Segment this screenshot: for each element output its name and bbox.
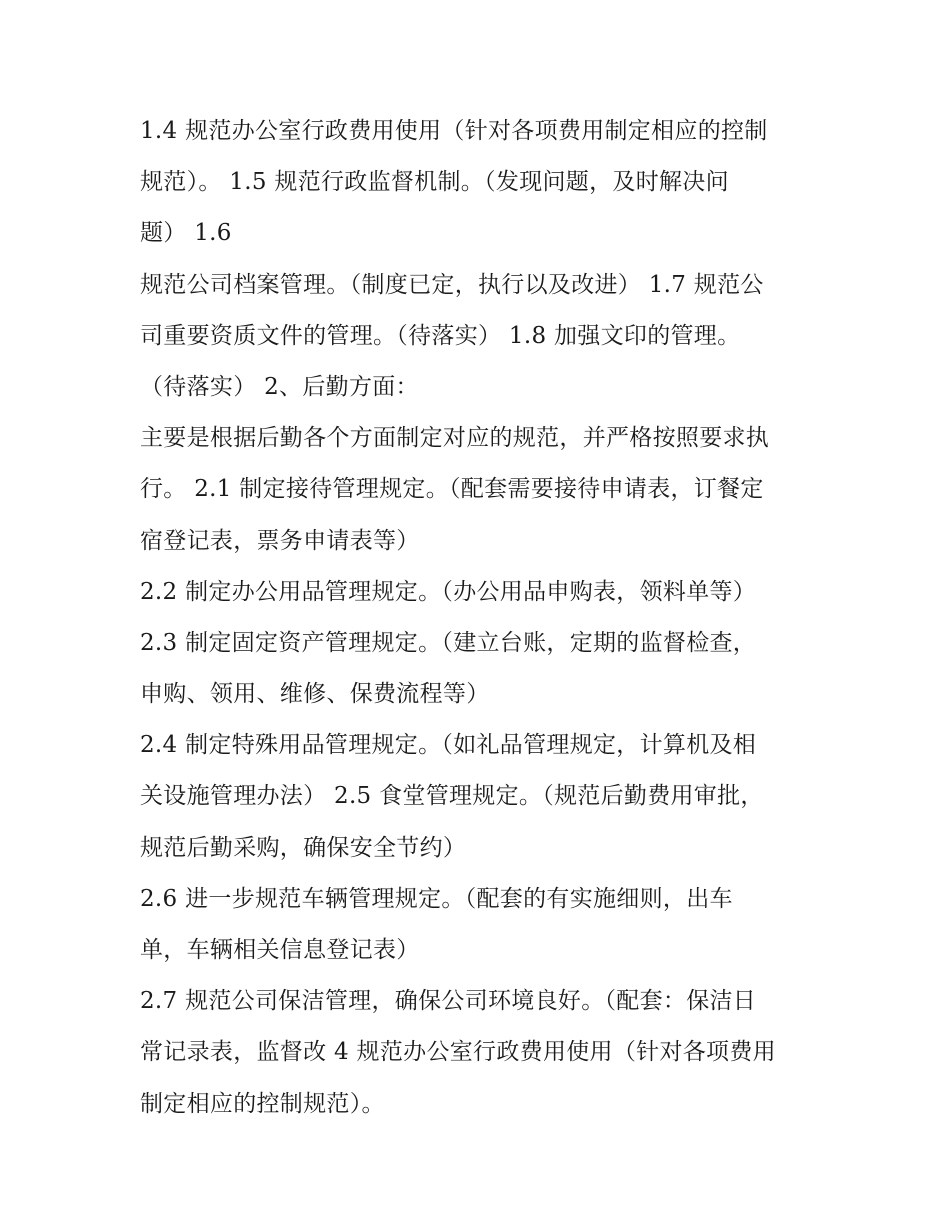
text-line: 制定相应的控制规范）。 xyxy=(140,1090,385,1117)
text-line: 2.3 制定固定资产管理规定。（建立台账，定期的监督检查， xyxy=(140,629,757,656)
text-line: 2.6 进一步规范车辆管理规定。（配套的有实施细则，出车 xyxy=(140,885,733,912)
text-line: （待落实） 2、后勤方面： xyxy=(140,373,419,400)
text-line: 2.2 制定办公用品管理规定。（办公用品申购表，领料单等） xyxy=(140,578,757,605)
text-line: 规范公司档案管理。（制度已定，执行以及改进） 1.7 规范公 xyxy=(140,271,764,298)
text-line: 规范后勤采购，确保安全节约） xyxy=(140,834,467,861)
text-line: 申购、领用、维修、保费流程等） xyxy=(140,681,490,708)
document-body xyxy=(140,106,830,1130)
text-line: 单，车辆相关信息登记表） xyxy=(140,937,420,963)
text-line: 关设施管理办法） 2.5 食堂管理规定。（规范后勤费用审批， xyxy=(140,783,764,810)
text-line: 2.7 规范公司保洁管理，确保公司环境良好。（配套：保洁日 xyxy=(140,988,757,1015)
text-line: 规范）。 1.5 规范行政监督机制。（发现问题，及时解决问 xyxy=(140,169,729,196)
text-line: 2.4 制定特殊用品管理规定。（如礼品管理规定，计算机及相 xyxy=(140,732,757,759)
text-line: 常记录表，监督改 4 规范办公室行政费用使用（针对各项费用 xyxy=(140,1039,776,1066)
text-line: 主要是根据后勤各个方面制定对应的规范，并严格按照要求执 xyxy=(140,425,770,452)
text-line: 司重要资质文件的管理。（待落实） 1.8 加强文印的管理。 xyxy=(140,322,741,349)
text-line: 1.4 规范办公室行政费用使用（针对各项费用制定相应的控制 xyxy=(140,118,768,144)
text-line: 行。 2.1 制定接待管理规定。（配套需要接待申请表，订餐定 xyxy=(140,476,764,503)
text-line: 题） 1.6 xyxy=(140,220,232,247)
text-line: 宿登记表，票务申请表等） xyxy=(140,527,420,554)
